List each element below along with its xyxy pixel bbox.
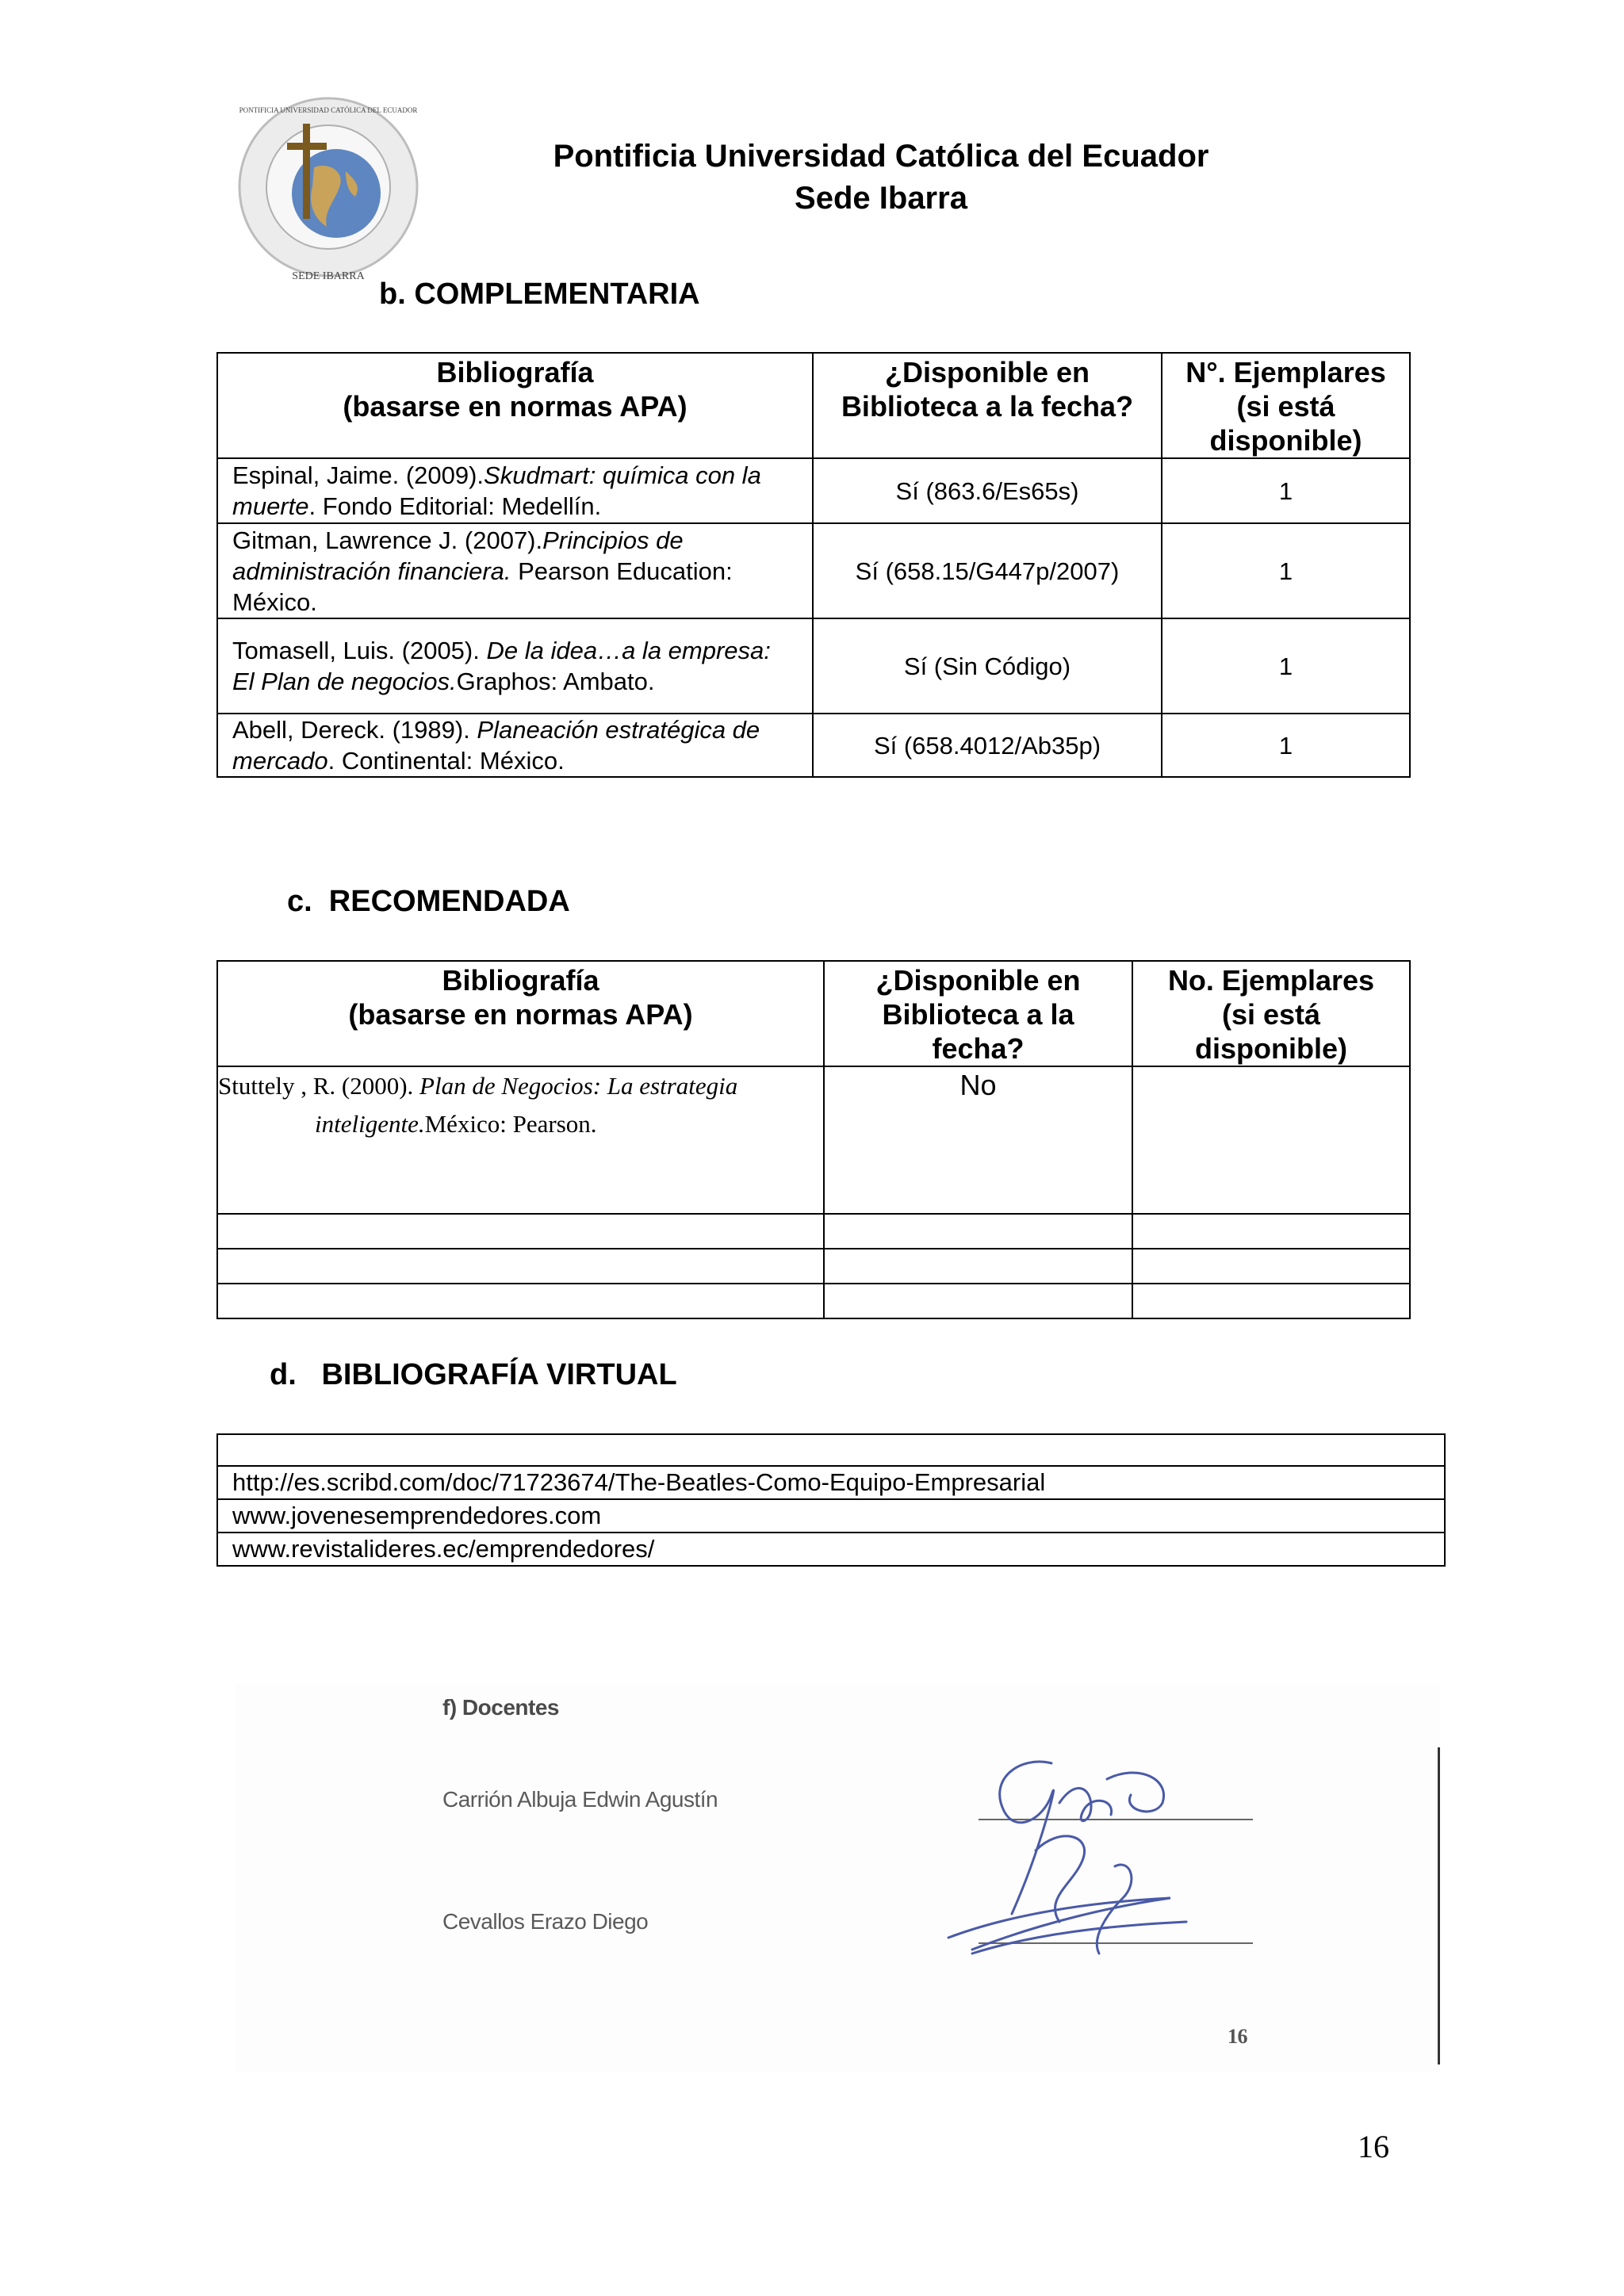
availability: Sí (Sin Código) [813, 618, 1162, 714]
teacher-name: Carrión Albuja Edwin Agustín [442, 1787, 718, 1812]
copies: 1 [1162, 714, 1410, 777]
docentes-heading: f) Docentes [442, 1695, 559, 1720]
availability: No [824, 1066, 1132, 1214]
signature-image [853, 1732, 1266, 1969]
section-title-complementaria: b. COMPLEMENTARIA [379, 277, 700, 311]
table-row [217, 1066, 1410, 1214]
table-row [217, 1214, 1410, 1249]
scan-page-number: 16 [1228, 2025, 1247, 2048]
virtual-link[interactable]: http://es.scribd.com/doc/71723674/The-Beatles-Como-Equipo-Empresarial [217, 1466, 1445, 1499]
copies: 1 [1162, 523, 1410, 618]
header-bibliografia: Bibliografía (basarse en normas APA) [217, 961, 824, 1066]
table-row [217, 618, 1410, 714]
bib-entry: Gitman, Lawrence J. (2007).Principios de administración financiera. Pearson Education: México. [217, 523, 813, 618]
university-name: Pontificia Universidad Católica del Ecuador [553, 139, 1209, 174]
table-header-row [217, 353, 1410, 458]
bib-entry: Abell, Dereck. (1989). Planeación estratégica de mercado. Continental: México. [217, 714, 813, 777]
header-disponible: ¿Disponible en Biblioteca a la fecha? [813, 353, 1162, 458]
copies: 1 [1162, 458, 1410, 523]
teacher-name: Cevallos Erazo Diego [442, 1909, 649, 1934]
campus-name: Sede Ibarra [795, 181, 967, 216]
availability: Sí (658.4012/Ab35p) [813, 714, 1162, 777]
header-disponible: ¿Disponible en Biblioteca a la fecha? [824, 961, 1132, 1066]
header-ejemplares: No. Ejemplares (si está disponible) [1132, 961, 1410, 1066]
header-ejemplares: N°. Ejemplares (si está disponible) [1162, 353, 1410, 458]
virtual-links-table [216, 1433, 1446, 1567]
virtual-link[interactable]: www.revistalideres.ec/emprendedores/ [217, 1533, 1445, 1566]
complementaria-table [216, 352, 1411, 778]
section-title-virtual: d. BIBLIOGRAFÍA VIRTUAL [270, 1358, 677, 1391]
recomendada-table [216, 960, 1411, 1319]
availability: Sí (863.6/Es65s) [813, 458, 1162, 523]
copies: 1 [1162, 618, 1410, 714]
bib-entry: Espinal, Jaime. (2009).Skudmart: química con la muerte. Fondo Editorial: Medellín. [217, 458, 813, 523]
table-row [217, 523, 1410, 618]
page-number: 16 [1358, 2129, 1389, 2164]
bib-entry: Tomasell, Luis. (2005). De la idea…a la empresa: El Plan de negocios.Graphos: Ambato. [217, 618, 813, 714]
copies [1132, 1066, 1410, 1214]
virtual-link[interactable]: www.jovenesemprendedores.com [217, 1499, 1445, 1533]
logo-text-top: PONTIFICIA UNIVERSIDAD CATÓLICA DEL ECUADOR [239, 106, 418, 114]
section-title-recomendada: c. RECOMENDADA [287, 885, 570, 918]
table-row [217, 1249, 1410, 1284]
bib-entry: Stuttely , R. (2000). Plan de Negocios: La estrategia inteligente.México: Pearson. [217, 1066, 824, 1214]
table-row [217, 1284, 1410, 1318]
table-row [217, 714, 1410, 777]
table-row [217, 458, 1410, 523]
scanned-signature-block [235, 1684, 1440, 2072]
availability: Sí (658.15/G447p/2007) [813, 523, 1162, 618]
logo-text-bottom: SEDE IBARRA [292, 270, 365, 282]
scan-edge [1438, 1747, 1440, 2064]
table-header-row [217, 961, 1410, 1066]
header-bibliografia: Bibliografía (basarse en normas APA) [217, 353, 813, 458]
